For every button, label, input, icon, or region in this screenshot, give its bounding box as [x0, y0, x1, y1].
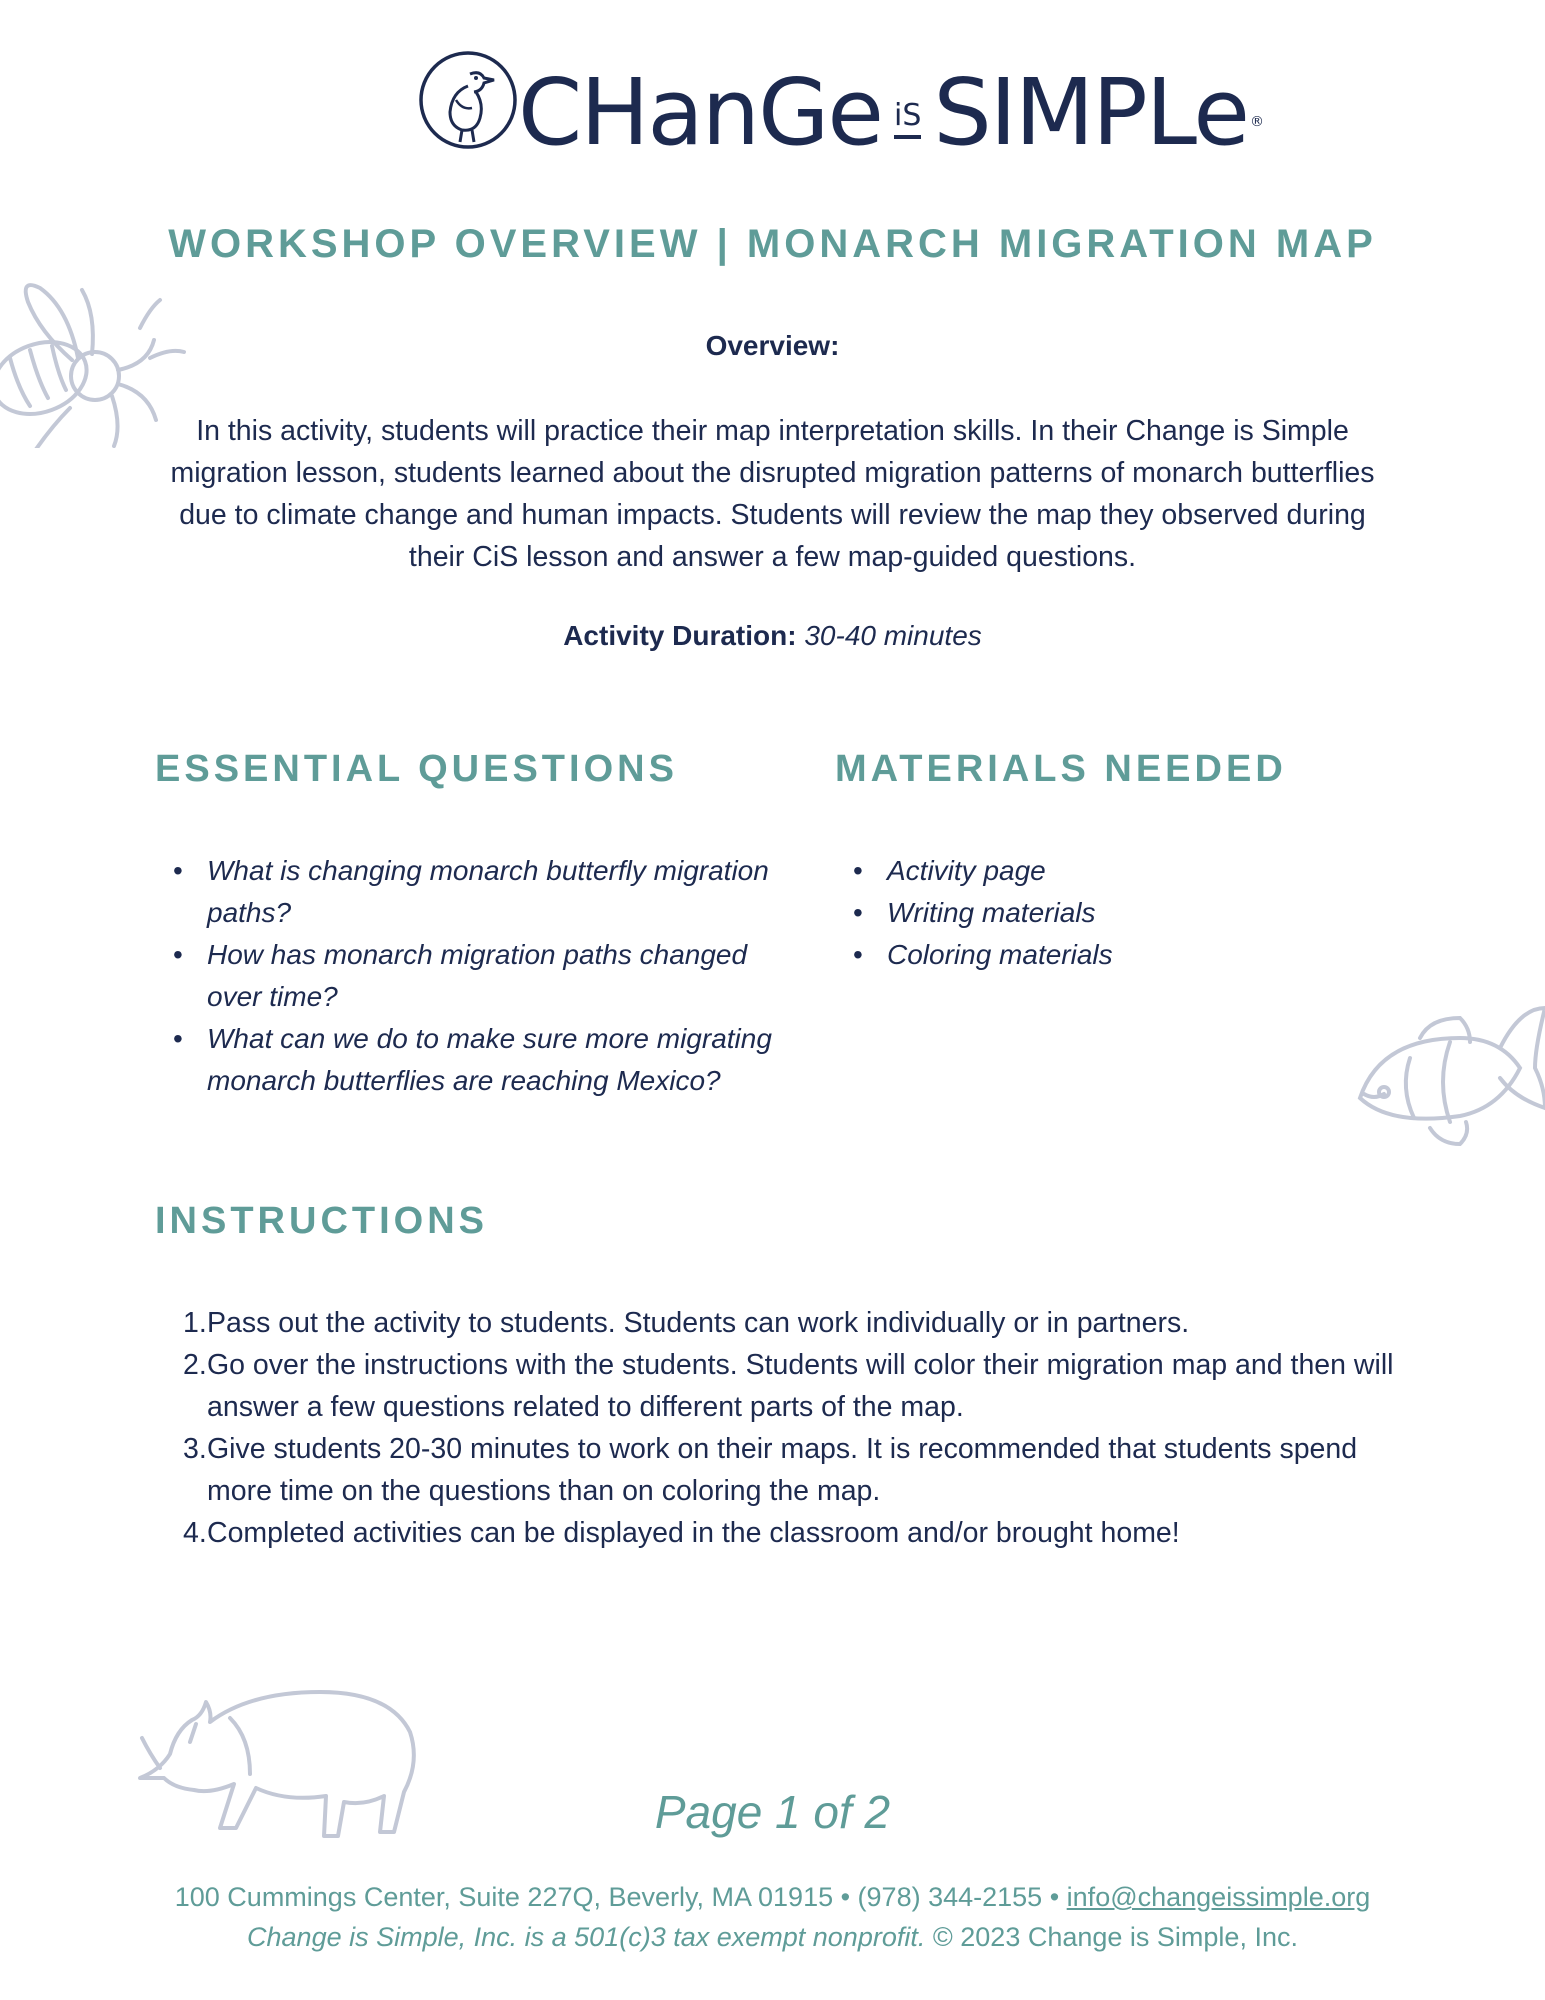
step-text: Give students 20-30 minutes to work on their maps. It is recommended that students spend more time on the questions than on coloring the map. [207, 1433, 1358, 1507]
list-item: • How has monarch migration paths changed over time? [155, 934, 775, 1018]
logo-word-simple: SIMPLe [933, 59, 1249, 166]
logo-word-is: iS [894, 101, 921, 139]
logo-word-change: CHanGe [518, 59, 882, 166]
step-number: 3. [183, 1433, 207, 1465]
step-number: 1. [183, 1307, 207, 1339]
step-text: Completed activities can be displayed in the classroom and/or brought home! [207, 1517, 1180, 1549]
page-title: WORKSHOP OVERVIEW | MONARCH MIGRATION MAP [168, 222, 1377, 266]
bird-logo-icon [418, 50, 518, 150]
materials-needed-heading: MATERIALS NEEDED [835, 748, 1287, 790]
brand-logo [418, 50, 1265, 166]
page-number: Page 1 of 2 [654, 1786, 891, 1838]
overview-heading: Overview: [705, 330, 840, 361]
instruction-step [155, 1344, 1405, 1428]
footer-legal [0, 1922, 1545, 1953]
instructions-heading: INSTRUCTIONS [155, 1200, 488, 1242]
list-item: • Coloring materials [835, 934, 1335, 976]
step-number: 4. [183, 1517, 207, 1549]
instruction-step [155, 1512, 1405, 1554]
list-item: • Writing materials [835, 892, 1335, 934]
instructions-list [155, 1302, 1405, 1554]
list-item: • What can we do to make sure more migrating monarch butterflies are reaching Mexico? [155, 1018, 775, 1102]
footer-nonprofit: Change is Simple, Inc. is a 501(c)3 tax exempt nonprofit. [247, 1922, 926, 1952]
materials-list [835, 850, 1335, 976]
instruction-step [155, 1302, 1405, 1344]
activity-duration [0, 620, 1545, 652]
step-number: 2. [183, 1349, 207, 1381]
footer-copyright: © 2023 Change is Simple, Inc. [932, 1922, 1298, 1952]
footer-contact [0, 1882, 1545, 1913]
step-text: Go over the instructions with the students. Students will color their migration map and then will answer a few questions related to different parts of the map. [207, 1349, 1394, 1423]
registered-mark: ® [1250, 114, 1265, 130]
list-item: • Activity page [835, 850, 1335, 892]
step-text: Pass out the activity to students. Students can work individually or in partners. [207, 1307, 1190, 1339]
duration-value: 30-40 minutes [804, 620, 982, 651]
duration-label: Activity Duration: [563, 620, 797, 651]
clownfish-doodle-icon [1350, 998, 1545, 1148]
essential-questions-list [155, 850, 775, 1102]
overview-paragraph: In this activity, students will practice their map interpretation skills. In their Change is Simple migration lesson, students learned about the disrupted migration patterns of monarch butterflies due to climate change and human impacts. Students will review the map they observed during their CiS lesson and answer a few map-guided questions. [170, 415, 1375, 573]
list-item: • What is changing monarch butterfly migration paths? [155, 850, 775, 934]
footer-address: 100 Cummings Center, Suite 227Q, Beverly, MA 01915 • (978) 344-2155 • [174, 1882, 1060, 1912]
logo-wordmark [518, 54, 1264, 172]
instruction-step [155, 1428, 1405, 1512]
essential-questions-heading: ESSENTIAL QUESTIONS [155, 748, 678, 790]
footer-email-link[interactable]: info@changeissimple.org [1066, 1882, 1371, 1912]
